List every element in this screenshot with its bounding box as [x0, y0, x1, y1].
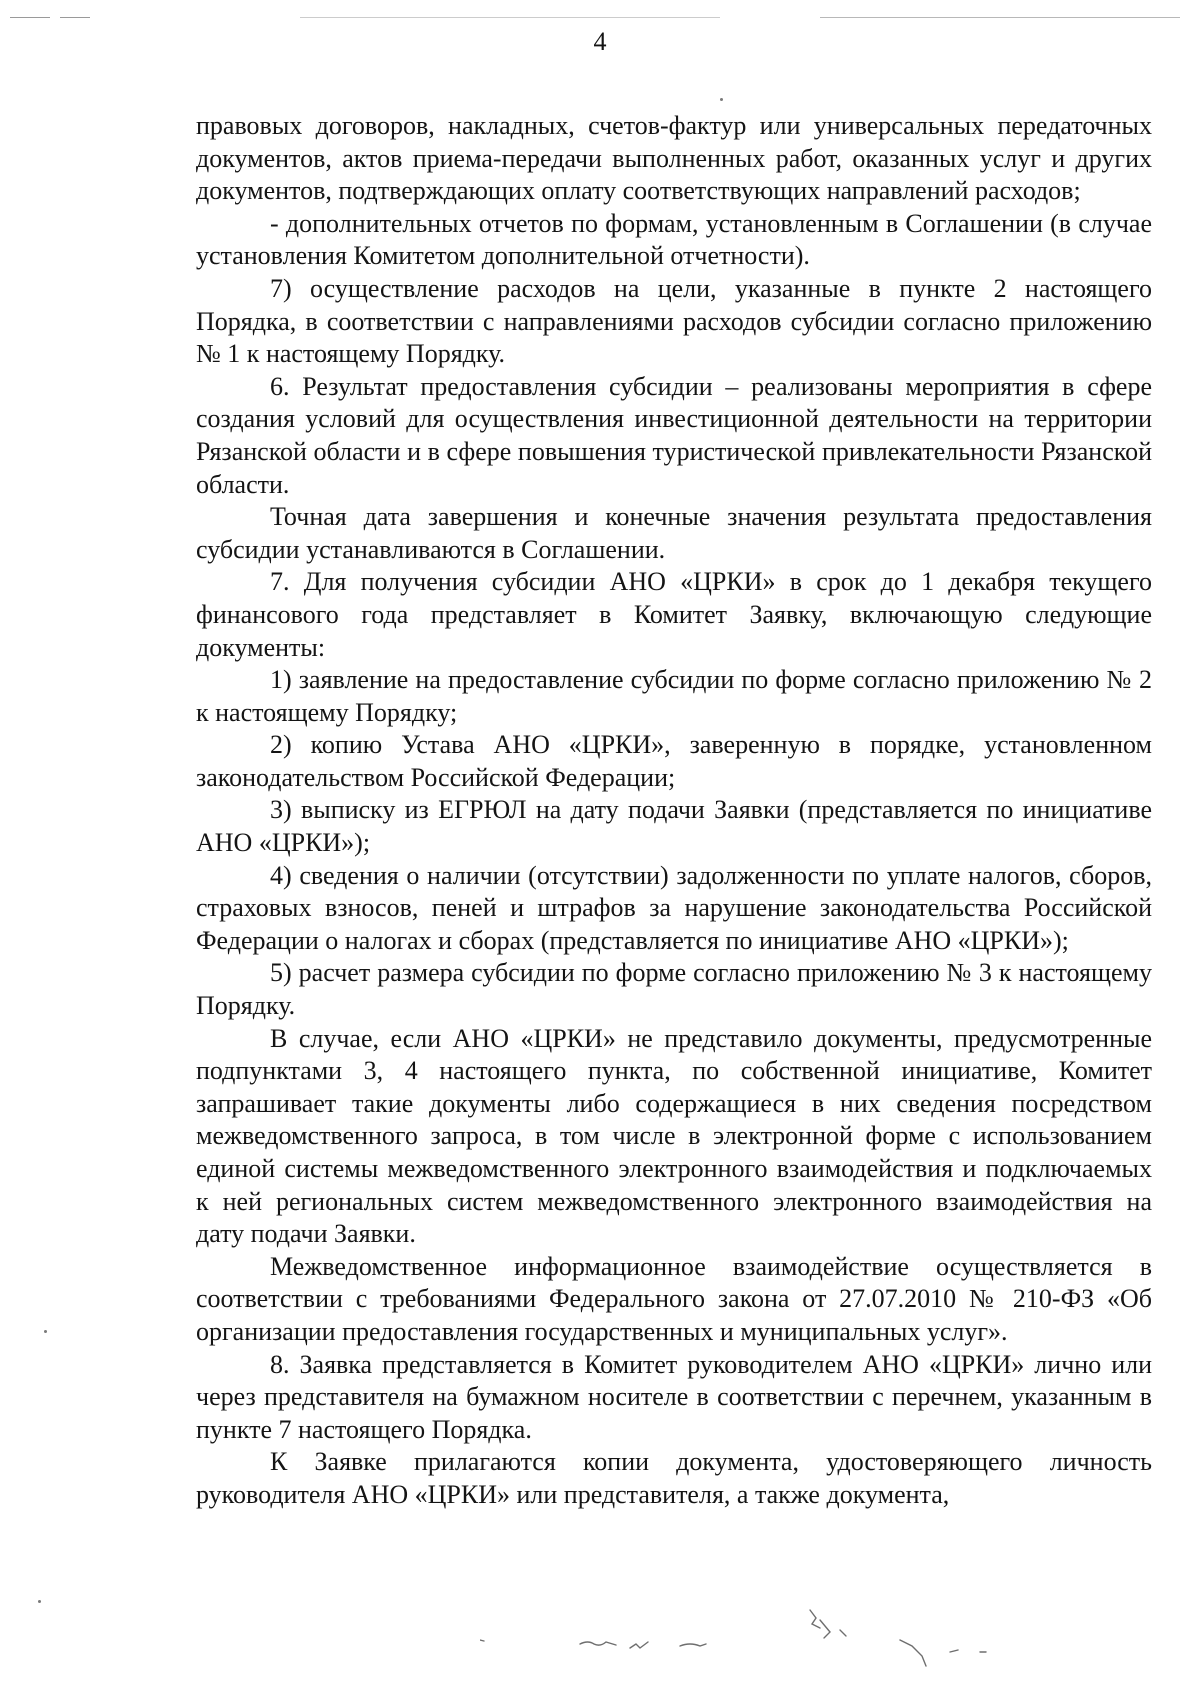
paragraph-section-6-result: 6. Результат предоставления субсидии – реализованы мероприятия в сфере создания условий для осуществления инвестиционной деятельности на территории Рязанской области и в сфере повышения туристической привлекательности Рязанской области.: [196, 371, 1152, 499]
paragraph-doc-item-1: 1) заявление на предоставление субсидии по форме согласно приложению № 2 к настоящему Порядку;: [196, 665, 1152, 727]
paragraph-section-8-submission: 8. Заявка представляется в Комитет руководителем АНО «ЦРКИ» лично или через представителя на бумажном носителе в соответствии с перечнем, указанным в пункте 7 настоящего Порядка.: [196, 1349, 1152, 1444]
paragraph-continuation: правовых договоров, накладных, счетов-фактур или универсальных передаточных документов, актов приема-передачи выполненных работ, оказанных услуг и других документов, подтверждающих оплату соответствующих направлений расходов;: [196, 111, 1152, 206]
paragraph-interagency-request: В случае, если АНО «ЦРКИ» не представило документы, предусмотренные подпунктами 3, 4 настоящего пункта, по собственной инициативе, Комитет запрашивает такие документы либо содержащиеся в них сведения посредством межведомственного запроса, в том числе в электронной форме с использованием единой системы межведомственного электронного взаимодействия и подключаемых к ней региональных систем межведомственного электронного взаимодействия на дату подачи Заявки.: [196, 1023, 1152, 1249]
paragraph-completion-date: Точная дата завершения и конечные значения результата предоставления субсидии устанавливаются в Соглашении.: [196, 502, 1152, 564]
document-body: [196, 110, 1152, 1512]
scan-dust: [720, 98, 723, 101]
page-number: 4: [593, 27, 607, 56]
paragraph-doc-item-2: 2) копию Устава АНО «ЦРКИ», заверенную в порядке, установленном законодательством Российской Федерации;: [196, 730, 1152, 792]
paragraph-doc-item-5: 5) расчет размера субсидии по форме согласно приложению № 3 к настоящему Порядку.: [196, 958, 1152, 1021]
paragraph-doc-item-4: 4) сведения о наличии (отсутствии) задолженности по уплате налогов, сборов, страховых взносов, пеней и штрафов за нарушение законодательства Российской Федерации о налогах и сборах (представляется по инициативе АНО «ЦРКИ»);: [196, 860, 1152, 955]
scan-noise-marks: [480, 1600, 1100, 1680]
paragraph-doc-item-3: 3) выписку из ЕГРЮЛ на дату подачи Заявки (представляется по инициативе АНО «ЦРКИ»);: [196, 795, 1152, 858]
scan-dust: [38, 1600, 41, 1603]
paragraph-section-7-application: 7. Для получения субсидии АНО «ЦРКИ» в срок до 1 декабря текущего финансового года представляет в Комитет Заявку, включающую следующие документы:: [196, 567, 1152, 662]
scan-dust: [44, 1330, 47, 1333]
paragraph-item-7-expenses: 7) осуществление расходов на цели, указанные в пункте 2 настоящего Порядка, в соответствии с направлениями расходов субсидии согласно приложению № 1 к настоящему Порядку.: [196, 273, 1152, 369]
paragraph-attachments: К Заявке прилагаются копии документа, удостоверяющего личность руководителя АНО «ЦРКИ» или представителя, а также документа,: [196, 1447, 1152, 1509]
paragraph-additional-reports: - дополнительных отчетов по формам, установленным в Соглашении (в случае установления Комитетом дополнительной отчетности).: [196, 208, 1152, 271]
scan-top-edge-artifact: [0, 14, 1200, 22]
paragraph-interagency-interaction: Межведомственное информационное взаимодействие осуществляется в соответствии с требованиями Федерального закона от 27.07.2010 № 210-ФЗ «Об организации предоставления государственных и муниципальных услуг».: [196, 1251, 1152, 1346]
